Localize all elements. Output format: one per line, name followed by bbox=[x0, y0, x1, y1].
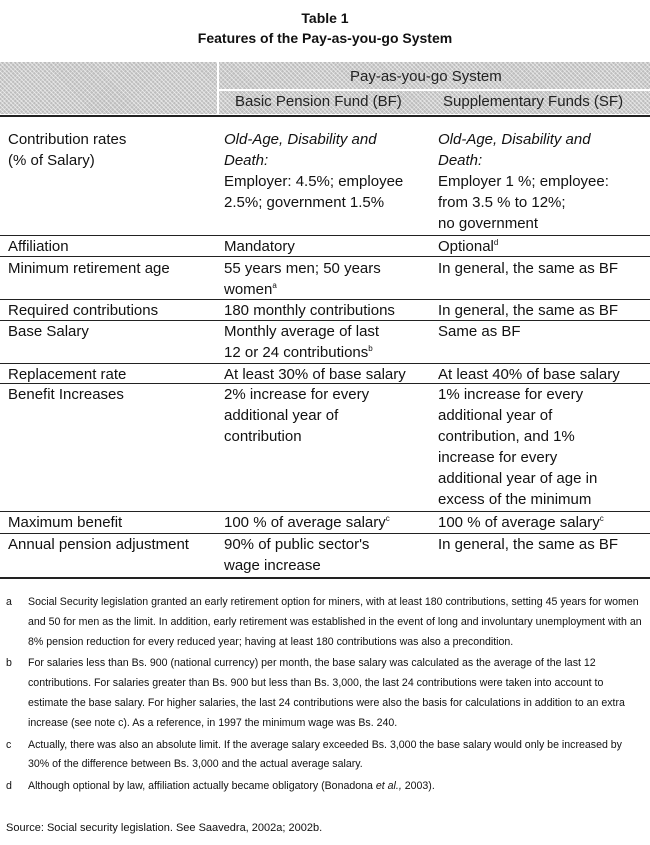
cell-sf-required-contributions: In general, the same as BF bbox=[438, 302, 619, 319]
cell-sf-affiliation bbox=[438, 236, 648, 257]
cell-sf-benefit-increases bbox=[438, 384, 648, 510]
cell-line: Employer: 4.5%; employee bbox=[224, 173, 404, 190]
cell-line: 2.5%; government 1.5% bbox=[224, 194, 385, 211]
cell-line: 55 years men; 50 years bbox=[224, 260, 381, 277]
cell-bf-affiliation: Mandatory bbox=[224, 238, 295, 255]
cell-line: from 3.5 % to 12%; bbox=[438, 194, 566, 211]
row-label-base-salary: Base Salary bbox=[8, 323, 89, 340]
cell-line: 100 % of average salary bbox=[224, 514, 386, 531]
cell-line: additional year of age in bbox=[438, 470, 598, 487]
footnote bbox=[6, 736, 644, 776]
cell-line: no government bbox=[438, 215, 539, 232]
row-label-affiliation: Affiliation bbox=[8, 238, 69, 255]
footnote-label: d bbox=[6, 780, 12, 793]
footnote-ref: c bbox=[385, 514, 390, 523]
cell-line: Death: bbox=[224, 152, 269, 169]
footnote-text: Social Security legislation granted an early retirement option for miners, with at least 180 contributions, setting 45 years for women and 50 for men as the limit. In addition, early retirement was established in the event of long and involuntary unemployment with an 8% pension reduction for every reduced year; having at least 180 contributions was also a precondition. bbox=[28, 596, 642, 648]
cell-sf-maximum-benefit bbox=[438, 512, 648, 533]
table-bottom-rule bbox=[0, 577, 650, 579]
footnote-label: a bbox=[6, 596, 12, 608]
cell-line: Death: bbox=[438, 152, 483, 169]
row-label-benefit-increases: Benefit Increases bbox=[8, 386, 124, 403]
cell-bf-benefit-increases bbox=[224, 384, 432, 447]
footnote-label: b bbox=[6, 657, 12, 670]
label-line: (% of Salary) bbox=[8, 152, 95, 169]
header-basic-pension-fund: Basic Pension Fund (BF) bbox=[235, 93, 402, 110]
row-label-replacement-rate: Replacement rate bbox=[8, 366, 127, 383]
cell-sf-base-salary: Same as BF bbox=[438, 323, 521, 340]
footnote-label: c bbox=[6, 738, 12, 751]
cell-line: Old-Age, Disability and bbox=[224, 131, 377, 148]
footnote-text-part: 2003). bbox=[401, 780, 435, 793]
footnote-ref: a bbox=[272, 281, 277, 290]
footnote-ref: d bbox=[493, 238, 499, 247]
row-label-minimum-retirement-age: Minimum retirement age bbox=[8, 260, 170, 277]
cell-line: excess of the minimum bbox=[438, 491, 592, 508]
cell-bf-annual-pension-adjustment bbox=[224, 534, 432, 576]
label-line: Contribution rates bbox=[8, 131, 127, 148]
row-divider bbox=[0, 256, 650, 257]
header-supplementary-funds: Supplementary Funds (SF) bbox=[443, 93, 624, 110]
cell-line: increase for every bbox=[438, 449, 558, 466]
footnote-text: Actually, there was also an absolute limit. If the average salary exceeded Bs. 3,000 the base salary would only be increased by 30% of the difference between Bs. 3,000 and the actual average salary. bbox=[28, 738, 622, 771]
footnote-text: For salaries less than Bs. 900 (national currency) per month, the base salary was calculated as the average of the last 12 contributions. For salaries greater than Bs. 900 but less than Bs. 3,000, the last 24 contributions were taken into account to estimate the base salary. For higher salaries, the last 24 contributions were also the basis for calculations in addition to an extra increase (see note c). As a reference, in 1997 the minimum wage was Bs. 240. bbox=[28, 657, 625, 729]
footnotes bbox=[6, 593, 644, 799]
cell-sf-minimum-retirement-age: In general, the same as BF bbox=[438, 260, 619, 277]
header-column-divider bbox=[217, 62, 219, 114]
cell-bf-minimum-retirement-age bbox=[224, 258, 432, 300]
row-label-annual-pension-adjustment: Annual pension adjustment bbox=[8, 536, 189, 553]
cell-line: Optional bbox=[438, 238, 494, 255]
footnote bbox=[6, 654, 644, 733]
cell-bf-base-salary bbox=[224, 321, 432, 363]
cell-sf-replacement-rate: At least 40% of base salary bbox=[438, 366, 620, 383]
cell-line: contribution bbox=[224, 428, 302, 445]
cell-line: 1% increase for every bbox=[438, 386, 584, 403]
table-title: Table 1 bbox=[301, 10, 349, 26]
cell-line: 100 % of average salary bbox=[438, 514, 600, 531]
cell-sf-contribution-rates bbox=[438, 129, 648, 234]
cell-line: additional year of bbox=[224, 407, 339, 424]
row-label-maximum-benefit: Maximum benefit bbox=[8, 514, 123, 531]
row-label-contribution-rates bbox=[8, 129, 218, 171]
header-bottom-rule bbox=[0, 115, 650, 117]
cell-line: Monthly average of last bbox=[224, 323, 380, 340]
footnote-text bbox=[28, 780, 435, 792]
cell-line: additional year of bbox=[438, 407, 553, 424]
cell-line: 2% increase for every bbox=[224, 386, 370, 403]
footnote bbox=[6, 593, 644, 652]
cell-line: women bbox=[224, 281, 273, 298]
header-row-divider bbox=[219, 89, 650, 91]
table-subtitle: Features of the Pay-as-you-go System bbox=[197, 30, 453, 46]
cell-bf-replacement-rate: At least 30% of base salary bbox=[224, 366, 406, 383]
row-label-required-contributions: Required contributions bbox=[8, 302, 159, 319]
cell-bf-maximum-benefit bbox=[224, 512, 432, 533]
cell-bf-required-contributions: 180 monthly contributions bbox=[224, 302, 395, 319]
cell-line: Employer 1 %; employee: bbox=[438, 173, 609, 190]
cell-line: 12 or 24 contributions bbox=[224, 344, 369, 361]
cell-line: contribution, and 1% bbox=[438, 428, 575, 445]
cell-line: 90% of public sector's bbox=[224, 536, 370, 553]
footnote bbox=[6, 777, 644, 797]
footnote-ref: c bbox=[599, 514, 604, 523]
cell-line: Old-Age, Disability and bbox=[438, 131, 591, 148]
cell-line: wage increase bbox=[224, 557, 321, 574]
footnote-text-italic: et al., bbox=[375, 780, 402, 793]
header-group-label: Pay-as-you-go System bbox=[350, 68, 502, 85]
cell-bf-contribution-rates bbox=[224, 129, 432, 213]
footnote-text-part: Although optional by law, affiliation actually became obligatory (Bonadona bbox=[28, 780, 376, 793]
source-note: Source: Social security legislation. See Saavedra, 2002a; 2002b. bbox=[6, 822, 323, 834]
footnote-ref: b bbox=[368, 344, 373, 353]
cell-sf-annual-pension-adjustment: In general, the same as BF bbox=[438, 536, 619, 553]
